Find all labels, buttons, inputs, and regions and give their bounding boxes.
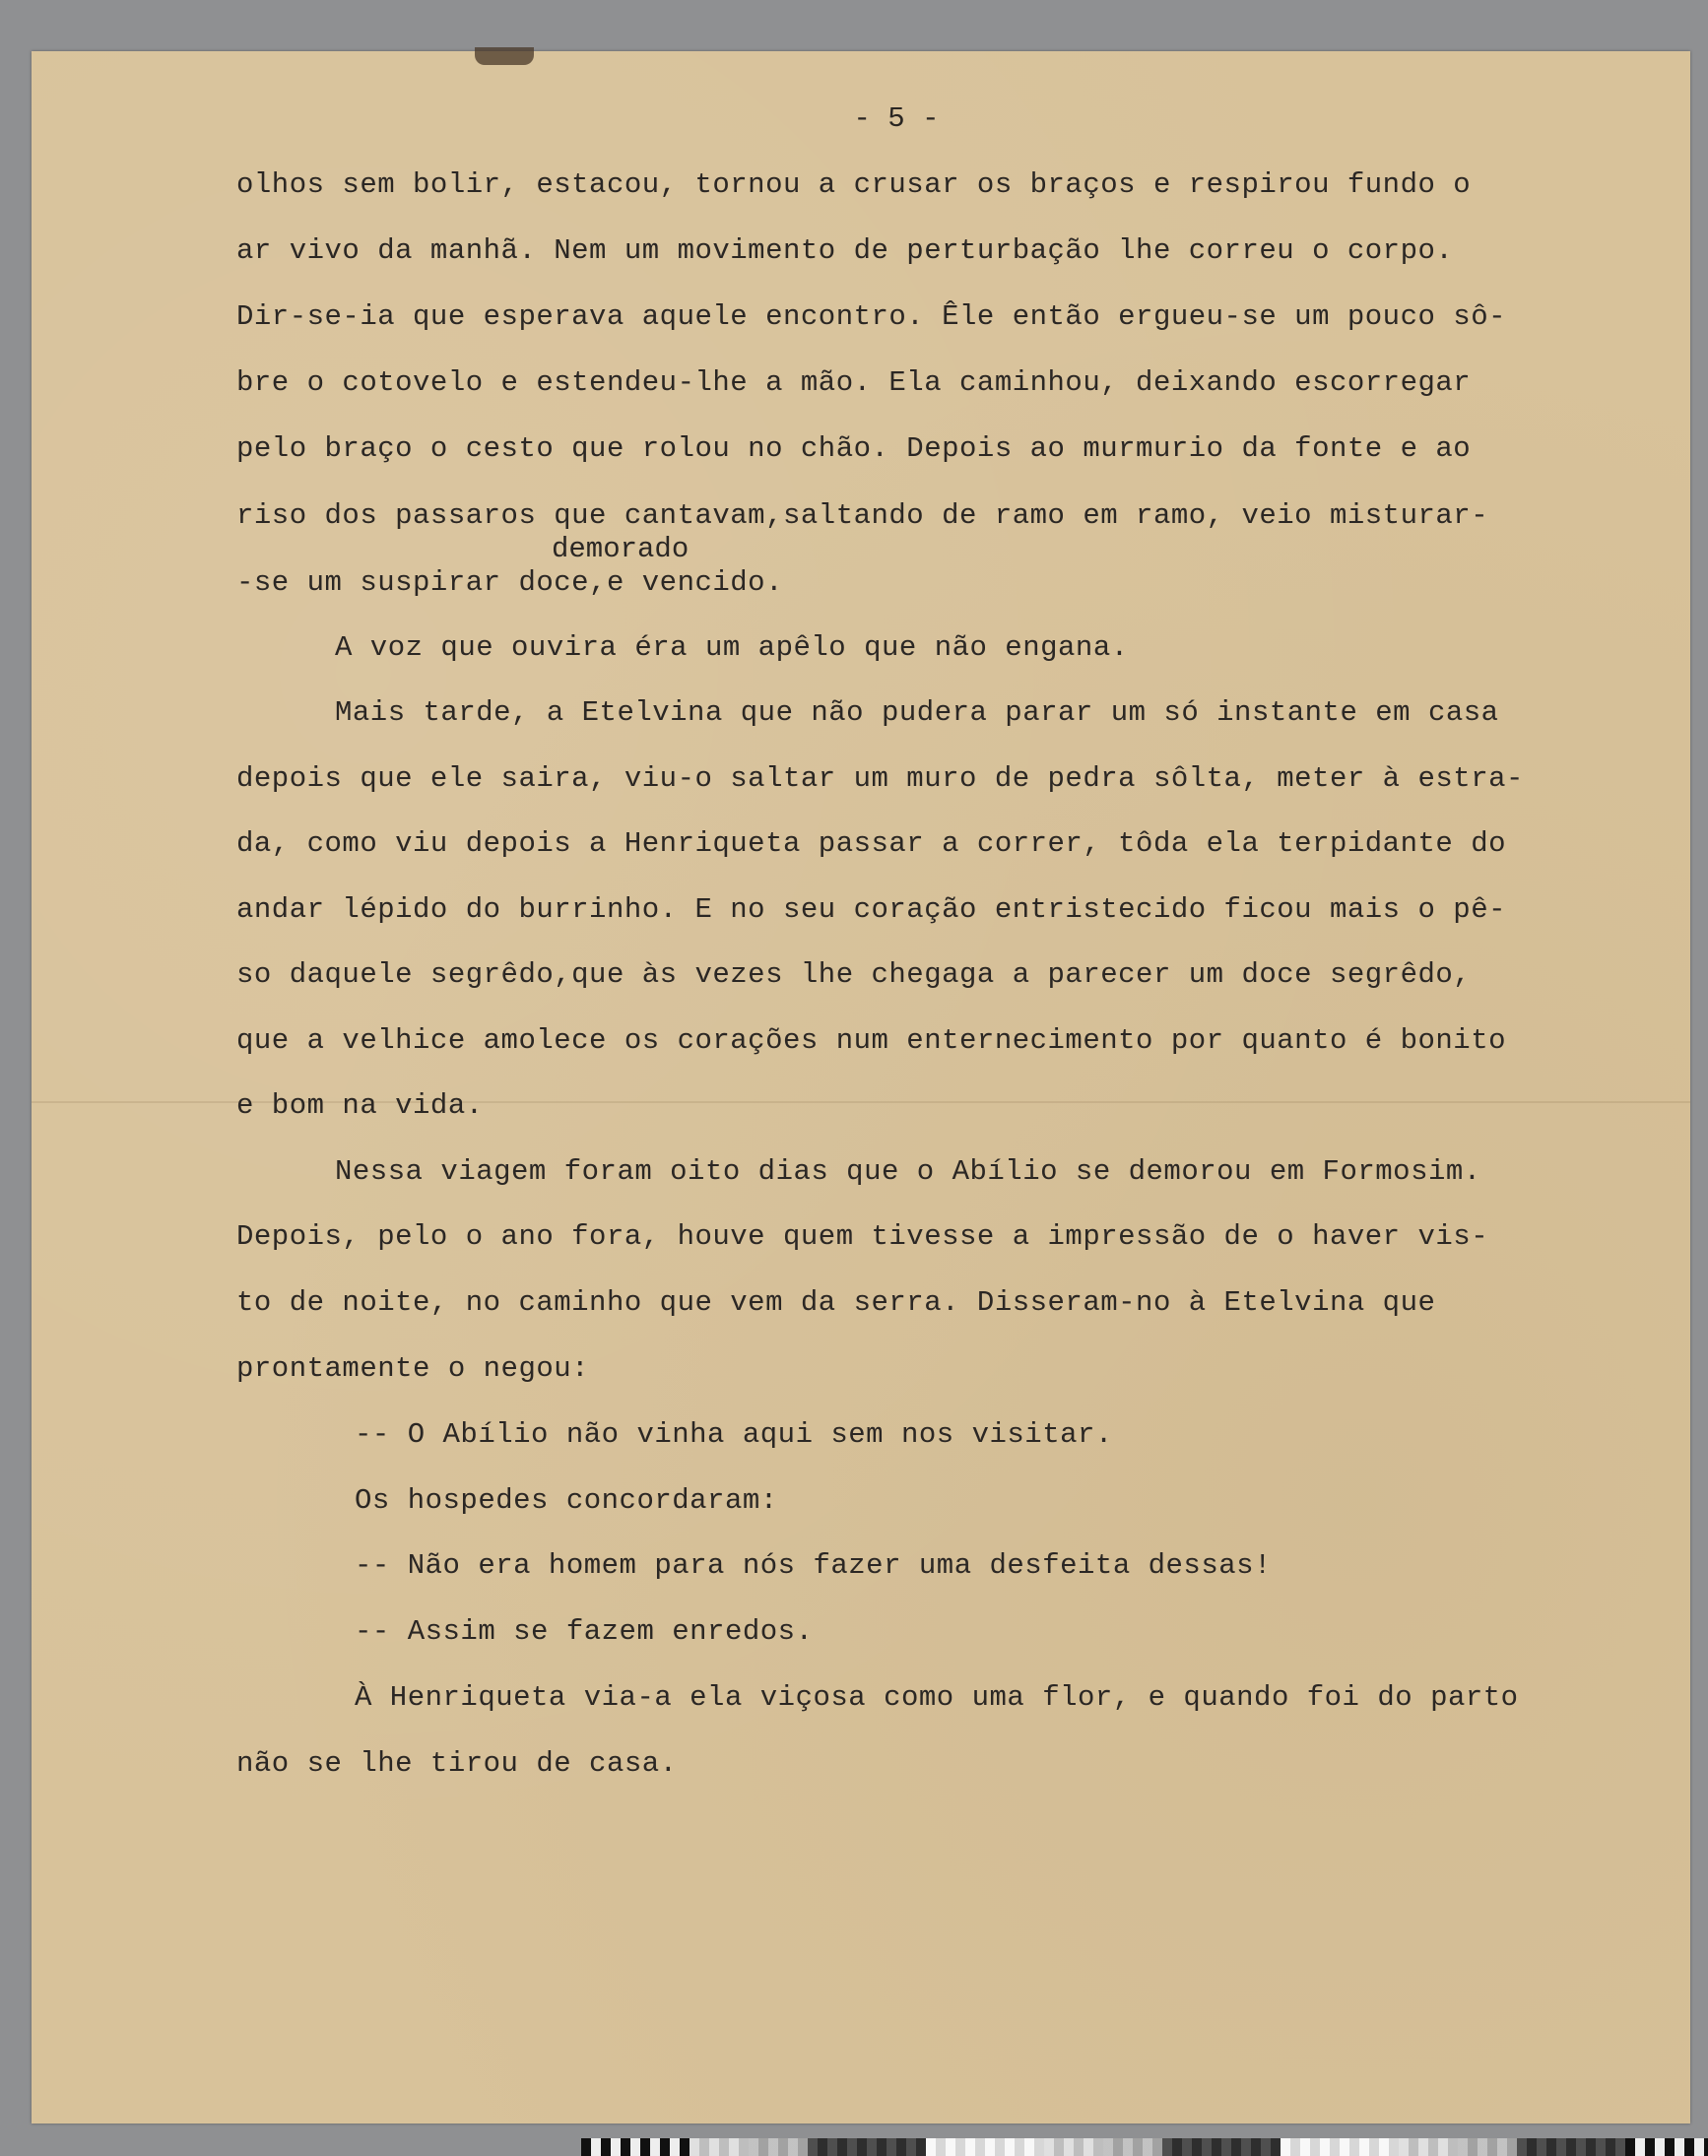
text-line-18: to de noite, no caminho que vem da serra. Disseram-no à Etelvina que	[236, 1286, 1436, 1319]
text-line-16: Nessa viagem foram oito dias que o Abílio se demorou em Formosim.	[335, 1155, 1481, 1188]
handwritten-insertion: demorado	[552, 533, 690, 565]
text-line-4: bre o cotovelo e estendeu-lhe a mão. Ela caminhou, deixando escorregar	[236, 366, 1472, 399]
text-line-15: e bom na vida.	[236, 1089, 484, 1122]
text-line-12: andar lépido do burrinho. E no seu coração entristecido ficou mais o pê-	[236, 893, 1507, 926]
text-line-17: Depois, pelo o ano fora, houve quem tivesse a impressão de o haver vis-	[236, 1220, 1489, 1253]
text-line-19: prontamente o negou:	[236, 1352, 590, 1385]
scan-color-ruler	[581, 2138, 1708, 2156]
text-line-7: -se um suspirar doce,e vencido.	[236, 566, 783, 599]
text-line-1: olhos sem bolir, estacou, tornou a crusar os braços e respirou fundo o	[236, 168, 1472, 201]
text-line-24: À Henriqueta via-a ela viçosa como uma flor, e quando foi do parto	[355, 1681, 1519, 1714]
document-page	[32, 51, 1690, 2123]
text-line-11: da, como viu depois a Henriqueta passar a correr, tôda ela terpidante do	[236, 827, 1507, 860]
text-line-9: Mais tarde, a Etelvina que não pudera parar um só instante em casa	[335, 696, 1499, 729]
text-line-20: -- O Abílio não vinha aqui sem nos visitar.	[355, 1418, 1113, 1451]
page-number: - 5 -	[853, 102, 940, 135]
text-line-3: Dir-se-ia que esperava aquele encontro. Êle então ergueu-se um pouco sô-	[236, 300, 1507, 333]
text-line-21: Os hospedes concordaram:	[355, 1484, 778, 1517]
text-line-25: não se lhe tirou de casa.	[236, 1747, 678, 1780]
text-line-14: que a velhice amolece os corações num enternecimento por quanto é bonito	[236, 1024, 1507, 1057]
text-line-2: ar vivo da manhã. Nem um movimento de perturbação lhe correu o corpo.	[236, 234, 1454, 267]
text-line-22: -- Não era homem para nós fazer uma desfeita dessas!	[355, 1549, 1272, 1582]
text-line-8: A voz que ouvira éra um apêlo que não engana.	[335, 631, 1129, 664]
text-line-6: riso dos passaros que cantavam,saltando de ramo em ramo, veio misturar-	[236, 499, 1489, 532]
paper-tab-mark	[475, 47, 534, 65]
text-line-10: depois que ele saira, viu-o saltar um muro de pedra sôlta, meter à estra-	[236, 762, 1524, 795]
text-line-5: pelo braço o cesto que rolou no chão. Depois ao murmurio da fonte e ao	[236, 432, 1472, 465]
text-line-23: -- Assim se fazem enredos.	[355, 1615, 814, 1648]
text-line-13: so daquele segrêdo,que às vezes lhe chegaga a parecer um doce segrêdo,	[236, 958, 1472, 991]
scan-ruler-segments	[690, 2138, 1625, 2156]
